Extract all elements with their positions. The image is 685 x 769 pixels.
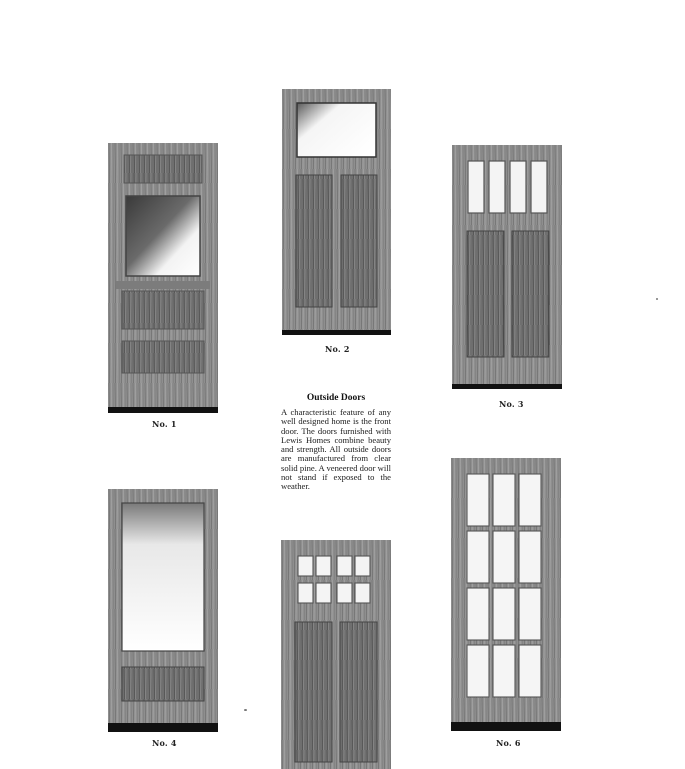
door-no-1 bbox=[108, 143, 218, 413]
door-no-6-caption: No. 6 bbox=[496, 738, 521, 748]
door-no-3 bbox=[452, 145, 562, 389]
door-no-5 bbox=[281, 540, 391, 769]
door-no-1-caption: No. 1 bbox=[152, 419, 177, 429]
door-no-2-caption: No. 2 bbox=[325, 344, 350, 354]
article-body: A characteristic feature of any well designed home is the front door. The doors furnished with Lewis Homes combine beauty and strength. All outside doors are manufactured from clear solid pine. A veneered door will not stand if exposed to the weather. bbox=[281, 407, 391, 492]
door-no-4-caption: No. 4 bbox=[152, 738, 177, 748]
scan-speck bbox=[656, 298, 658, 300]
door-no-2 bbox=[282, 89, 391, 335]
outside-doors-article bbox=[281, 393, 391, 492]
door-no-3-caption: No. 3 bbox=[499, 399, 524, 409]
door-no-4 bbox=[108, 489, 218, 732]
door-no-6 bbox=[451, 458, 561, 731]
article-heading: Outside Doors bbox=[306, 393, 366, 403]
scan-speck bbox=[244, 709, 247, 711]
